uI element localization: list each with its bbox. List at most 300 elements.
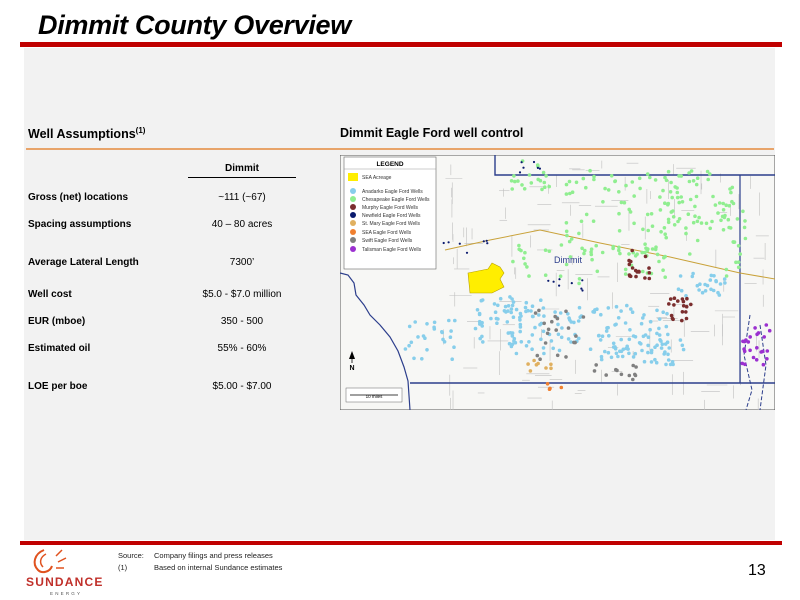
well-marker [627, 252, 631, 256]
well-marker [703, 283, 707, 287]
well-marker [601, 251, 605, 255]
legend-label: Talisman Eagle Ford Wells [362, 247, 422, 253]
well-marker [729, 226, 733, 230]
well-marker [549, 363, 553, 367]
well-marker [663, 350, 667, 354]
well-marker [743, 363, 747, 367]
well-marker [443, 242, 445, 244]
well-marker [737, 260, 741, 264]
well-marker [664, 236, 668, 240]
well-marker [407, 344, 411, 348]
well-marker [748, 335, 752, 339]
well-marker [653, 358, 657, 362]
well-marker [653, 345, 657, 349]
well-marker [478, 337, 482, 341]
well-marker [577, 319, 581, 323]
well-marker [531, 333, 535, 337]
well-marker [663, 226, 667, 230]
well-marker [486, 242, 488, 244]
well-marker [542, 171, 546, 175]
well-marker [666, 340, 670, 344]
well-marker [564, 310, 568, 314]
well-marker [712, 289, 716, 293]
well-marker [553, 310, 557, 314]
heading-text: Well Assumptions [28, 127, 136, 142]
well-marker [665, 325, 669, 329]
well-marker [624, 268, 628, 272]
well-marker [528, 173, 532, 177]
well-marker [590, 258, 594, 262]
well-marker [518, 330, 522, 334]
well-marker [643, 360, 647, 364]
well-marker [594, 244, 598, 248]
well-marker [521, 161, 523, 163]
well-marker [537, 167, 539, 169]
well-marker [600, 358, 604, 362]
well-marker [511, 260, 515, 264]
well-marker [543, 185, 547, 189]
well-marker [673, 296, 677, 300]
well-marker [522, 167, 524, 169]
well-marker [539, 179, 543, 183]
well-marker [657, 260, 661, 264]
row-label: LOE per boe [28, 381, 88, 392]
legend-swatch [350, 188, 356, 194]
well-marker [661, 268, 665, 272]
well-control-map [340, 155, 775, 410]
well-marker [544, 174, 548, 178]
well-marker [619, 309, 623, 313]
well-marker [691, 272, 695, 276]
well-marker [539, 298, 543, 302]
well-marker [676, 196, 680, 200]
well-marker [520, 340, 524, 344]
well-marker [628, 328, 632, 332]
well-marker [679, 195, 683, 199]
well-marker [537, 309, 541, 313]
well-marker [747, 340, 751, 344]
well-marker [655, 361, 659, 365]
well-marker [499, 297, 503, 301]
well-marker [661, 189, 665, 193]
well-marker [560, 386, 564, 390]
legend-label: SEA Acreage [362, 175, 392, 181]
well-marker [761, 350, 765, 354]
well-marker [425, 348, 429, 352]
well-marker [659, 230, 663, 234]
well-marker [531, 315, 535, 319]
well-marker [706, 170, 710, 174]
well-marker [714, 279, 718, 283]
well-marker [590, 253, 594, 257]
well-marker [667, 346, 671, 350]
well-marker [495, 321, 499, 325]
well-marker [667, 302, 671, 306]
well-marker [519, 325, 523, 329]
legend-swatch [350, 196, 356, 202]
well-marker [667, 358, 671, 362]
well-marker [494, 310, 498, 314]
well-marker [611, 247, 615, 251]
well-marker [466, 252, 468, 254]
well-marker [580, 220, 584, 224]
well-marker [687, 212, 691, 216]
well-marker [511, 304, 515, 308]
well-marker [755, 358, 759, 362]
north-label: N [349, 365, 355, 372]
well-marker [567, 326, 571, 330]
well-marker [737, 266, 741, 270]
well-marker [567, 337, 571, 341]
well-marker [558, 285, 560, 287]
well-marker [564, 355, 568, 359]
well-marker [420, 357, 424, 361]
well-marker [536, 354, 540, 358]
well-marker [622, 348, 626, 352]
well-marker [725, 268, 729, 272]
well-marker [559, 274, 563, 278]
well-marker [557, 333, 561, 337]
well-marker [515, 352, 519, 356]
legend-swatch [350, 237, 356, 243]
well-marker [640, 349, 644, 353]
well-marker [719, 282, 723, 286]
well-marker [512, 174, 516, 178]
well-marker [453, 319, 457, 323]
well-marker [525, 301, 529, 305]
well-marker [527, 274, 531, 278]
row-value: 7300’ [229, 257, 255, 268]
well-marker [723, 277, 727, 281]
well-marker [423, 336, 427, 340]
well-marker [698, 282, 702, 286]
well-marker [476, 308, 480, 312]
well-marker [481, 340, 485, 344]
well-marker [572, 321, 576, 325]
well-marker [525, 344, 529, 348]
footer-divider [20, 541, 782, 545]
well-marker [628, 338, 632, 342]
well-marker [408, 325, 412, 329]
well-marker [510, 307, 514, 311]
well-marker [604, 373, 608, 377]
well-marker [607, 334, 611, 338]
legend-label: Chesapeake Eagle Ford Wells [362, 197, 430, 203]
well-marker [664, 363, 668, 367]
well-marker [669, 363, 673, 367]
well-marker [743, 226, 747, 230]
well-marker [547, 280, 549, 282]
well-marker [634, 352, 638, 356]
well-marker [478, 322, 482, 326]
well-marker [693, 214, 697, 218]
well-marker [650, 351, 654, 355]
well-marker [648, 271, 652, 275]
well-marker [696, 176, 700, 180]
well-marker [650, 212, 654, 216]
well-marker [489, 317, 493, 321]
row-label: Average Lateral Length [28, 257, 139, 268]
well-marker [493, 302, 497, 306]
well-marker [585, 213, 589, 217]
legend-swatch [350, 204, 356, 210]
well-marker [526, 362, 530, 366]
well-marker [722, 208, 726, 212]
sundance-logo [22, 546, 122, 598]
well-marker [410, 341, 414, 345]
well-marker [714, 203, 718, 207]
well-marker [512, 315, 516, 319]
well-marker [558, 278, 560, 280]
well-marker [744, 237, 748, 241]
well-marker [661, 310, 665, 314]
well-marker [582, 252, 586, 256]
well-marker [692, 179, 696, 183]
well-marker [743, 340, 747, 344]
well-marker [610, 174, 614, 178]
well-marker [542, 352, 546, 356]
well-marker [613, 180, 617, 184]
well-marker [617, 212, 621, 216]
well-marker [526, 309, 530, 313]
well-marker [615, 352, 619, 356]
legend-swatch [350, 212, 356, 218]
logo-subtext: ENERGY [50, 591, 83, 596]
well-marker [542, 322, 546, 326]
well-marker [614, 323, 618, 327]
well-marker [663, 275, 667, 279]
well-marker [606, 326, 610, 330]
well-marker [655, 309, 659, 313]
well-marker [605, 329, 609, 333]
well-marker [558, 349, 562, 353]
well-marker [641, 270, 645, 274]
well-marker [724, 203, 728, 207]
well-marker [617, 249, 621, 253]
well-marker [543, 181, 547, 185]
well-marker [736, 217, 740, 221]
well-marker [582, 177, 586, 181]
legend-title: LEGEND [376, 161, 404, 168]
well-marker [588, 169, 592, 173]
well-marker [631, 180, 635, 184]
heading-footnote: (1) [135, 126, 146, 135]
well-marker [425, 322, 429, 326]
well-marker [752, 356, 756, 360]
well-marker [607, 351, 611, 355]
well-marker [548, 387, 552, 391]
well-marker [575, 181, 579, 185]
well-marker [577, 282, 581, 286]
well-marker [688, 180, 692, 184]
row-value: ~111 (~67) [218, 192, 266, 203]
well-marker [676, 299, 680, 303]
well-marker [695, 183, 699, 187]
well-marker [404, 347, 408, 351]
well-marker [542, 330, 546, 334]
well-marker [676, 191, 680, 195]
well-marker [620, 201, 624, 205]
well-marker [618, 252, 622, 256]
well-marker [510, 179, 514, 183]
logo-text: SUNDANCE [26, 575, 104, 589]
well-marker [540, 188, 544, 192]
well-marker [536, 163, 540, 167]
row-label: Gross (net) locations [28, 192, 129, 203]
well-marker [578, 306, 582, 310]
well-marker [681, 344, 685, 348]
well-marker [496, 317, 500, 321]
well-marker [677, 201, 681, 205]
well-marker [567, 316, 571, 320]
well-marker [531, 304, 535, 308]
scale-bar [346, 388, 402, 402]
well-marker [762, 363, 766, 367]
well-marker [697, 216, 701, 220]
well-marker [684, 310, 688, 314]
well-marker [670, 196, 674, 200]
legend-label: St. Mary Eagle Ford Wells [362, 221, 420, 227]
well-marker [560, 243, 564, 247]
well-marker [615, 305, 619, 309]
well-marker [723, 214, 727, 218]
legend-label: Newfield Eagle Ford Wells [362, 213, 421, 219]
well-marker [649, 320, 653, 324]
well-marker [597, 334, 601, 338]
well-marker [515, 308, 519, 312]
well-marker [651, 247, 655, 251]
well-marker [447, 319, 451, 323]
well-marker [659, 339, 663, 343]
well-marker [560, 326, 564, 330]
well-marker [450, 357, 454, 361]
well-marker [665, 312, 669, 316]
well-marker [571, 282, 573, 284]
well-marker [578, 315, 582, 319]
well-marker [637, 270, 641, 274]
well-marker [616, 355, 620, 359]
well-marker [504, 305, 508, 309]
row-value: 350 - 500 [220, 316, 264, 327]
well-marker [619, 338, 623, 342]
well-marker [522, 257, 526, 261]
well-marker [689, 198, 693, 202]
well-marker [688, 252, 692, 256]
well-marker [440, 331, 444, 335]
well-marker [624, 321, 628, 325]
well-marker [589, 347, 593, 351]
well-marker [643, 251, 647, 255]
well-marker [718, 201, 722, 205]
well-marker [680, 319, 684, 323]
well-marker [533, 326, 537, 330]
well-marker [542, 306, 546, 310]
well-marker [513, 180, 517, 184]
well-marker [523, 251, 527, 255]
well-marker [547, 185, 551, 189]
legend-swatch [348, 173, 358, 181]
well-marker [632, 334, 636, 338]
well-marker [542, 346, 546, 350]
well-marker [533, 161, 535, 163]
well-marker [577, 337, 581, 341]
well-marker [762, 335, 766, 339]
well-marker [517, 244, 521, 248]
well-marker [667, 221, 671, 225]
well-marker [565, 192, 569, 196]
well-marker [727, 218, 731, 222]
legend-swatch [350, 246, 356, 252]
well-marker [627, 352, 631, 356]
well-marker [639, 342, 643, 346]
well-marker [416, 335, 420, 339]
well-marker [743, 219, 747, 223]
well-marker [621, 355, 625, 359]
well-marker [627, 208, 631, 212]
well-marker [684, 226, 688, 230]
well-marker [633, 373, 637, 377]
well-marker [669, 190, 673, 194]
note-label: (1) [118, 563, 128, 572]
well-marker [766, 349, 770, 353]
well-marker [432, 326, 436, 330]
well-marker [723, 281, 727, 285]
well-marker [523, 262, 527, 266]
well-marker [624, 272, 628, 276]
well-marker [596, 270, 600, 274]
well-marker [704, 289, 708, 293]
well-marker [663, 255, 667, 259]
well-marker [630, 249, 634, 253]
well-marker [578, 277, 582, 281]
well-marker [631, 266, 635, 270]
well-marker [765, 357, 769, 361]
well-marker [537, 313, 541, 317]
well-marker [648, 277, 652, 281]
well-marker [510, 187, 514, 191]
well-marker [529, 309, 533, 313]
well-marker [565, 183, 569, 187]
well-marker [680, 289, 684, 293]
well-marker [643, 276, 647, 280]
page-number: 13 [748, 562, 766, 579]
well-marker [628, 274, 632, 278]
well-marker [511, 343, 515, 347]
row-label: Spacing assumptions [28, 219, 132, 230]
well-marker [518, 318, 522, 322]
well-marker [601, 334, 605, 338]
well-marker [519, 249, 523, 253]
well-marker [695, 195, 699, 199]
source-text: Company filings and press releases [154, 551, 273, 560]
well-marker [666, 333, 670, 337]
well-marker [544, 341, 548, 345]
well-marker [654, 245, 658, 249]
well-marker [696, 220, 700, 224]
well-marker [559, 311, 563, 315]
well-marker [551, 347, 555, 351]
well-marker [506, 320, 510, 324]
well-marker [607, 306, 611, 310]
well-marker [711, 195, 715, 199]
well-marker [631, 378, 635, 382]
well-marker [768, 329, 772, 333]
row-value: $5.0 - $7.0 million [202, 289, 282, 300]
well-marker [546, 382, 550, 386]
well-marker [644, 255, 648, 259]
well-marker [556, 323, 560, 327]
well-marker [755, 346, 759, 350]
